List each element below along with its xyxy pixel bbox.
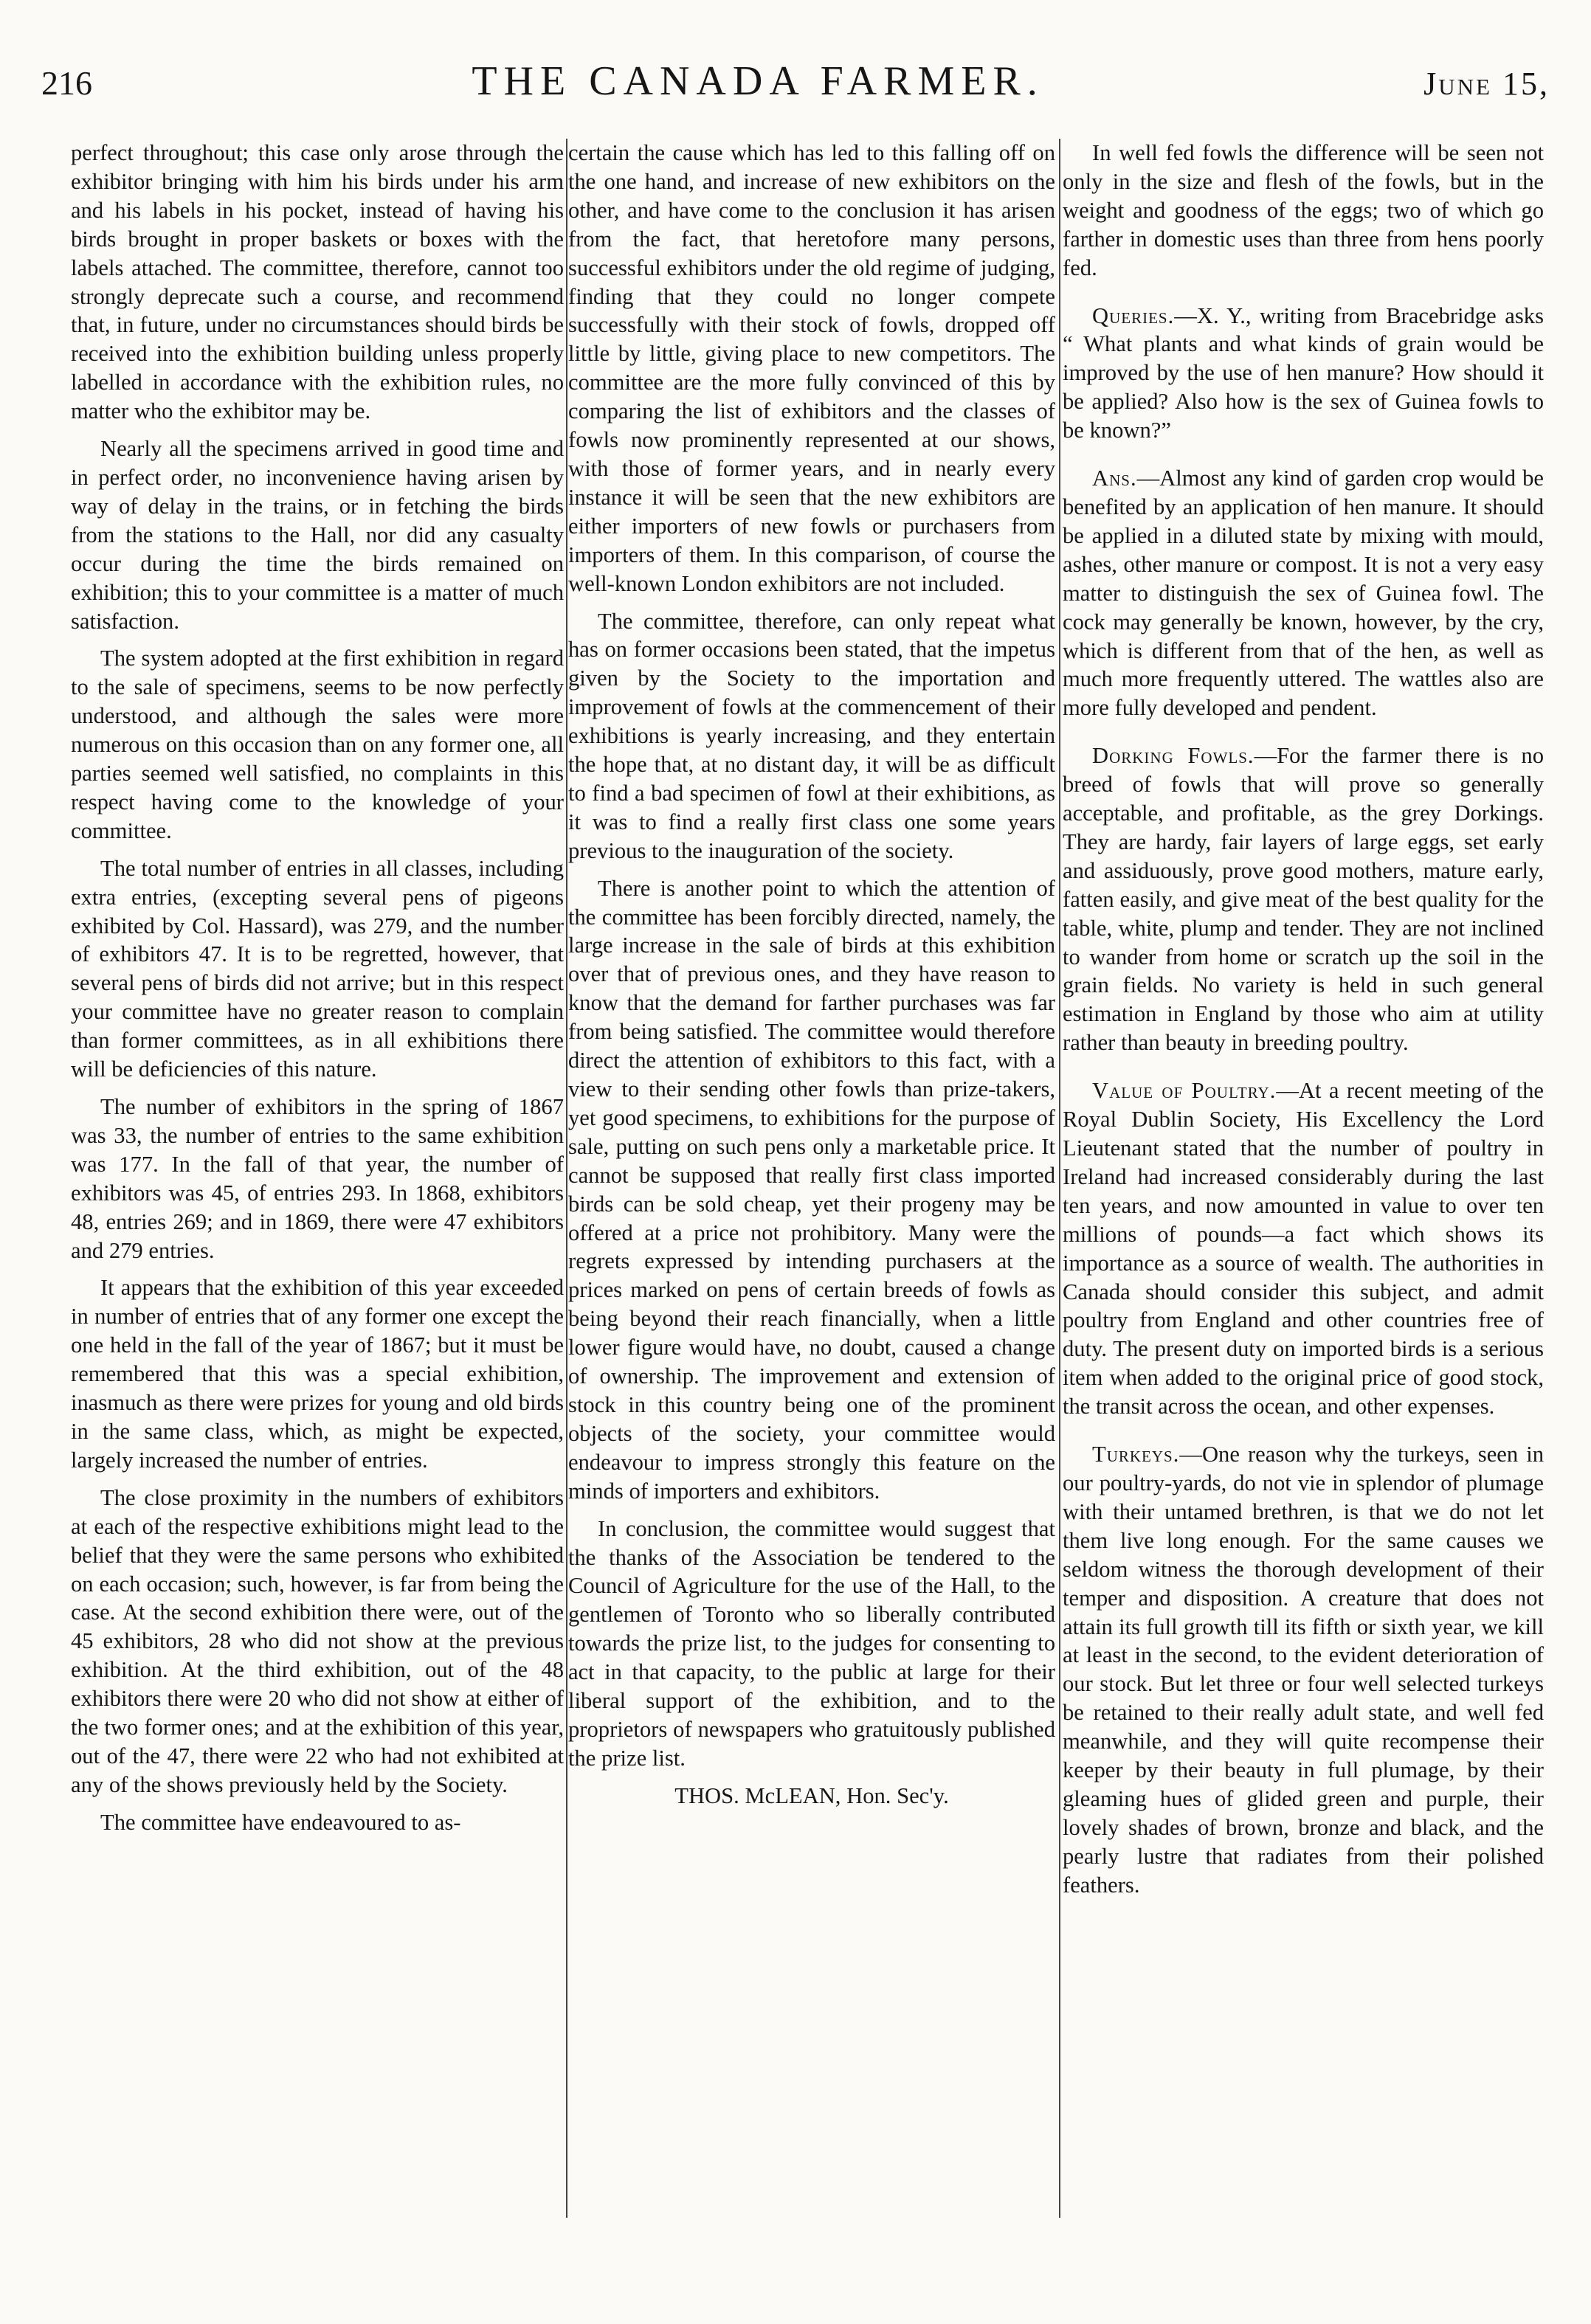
paragraph: The committee have endeavoured to as- bbox=[100, 1809, 461, 1835]
paragraph: The total number of entries in all classes, including extra entries, (excepting several pens of pigeons exhibited by Col. Hassard), was 279, and the number of exhibitors 47. It is to be regretted, however, that several pens of birds did not arrive; but in this respect your committee have no greater reason to complain than former committees, as in all exhibitions there will be deficiencies of this nature. bbox=[71, 855, 564, 1082]
paragraph: perfect throughout; this case only arose through the exhibitor bringing with him his birds under his arm and his labels in his pocket, instead of having his birds brought in proper baskets or boxes with the labels attached. The committee, therefore, cannot too strongly deprecate such a course, and recommend that, in future, under no circumstances should birds be received into the exhibition building unless properly labelled in accordance with the exhibition rules, no matter who the exhibitor may be. bbox=[71, 140, 564, 424]
paragraph-lead: Value of Poultry. bbox=[1092, 1078, 1277, 1104]
paragraph: certain the cause which has led to this falling off on the one hand, and increase of new exhibitors on the other, and have come to the conclusion it has arisen from the fact, that heretofore many persons, successful exhibitors under the old regime of judging, finding that they could no longer compete successfully with their stock of fowls, dropped off little by little, giving place to new competitors. The committee are the more fully convinced of this by comparing the list of exhibitors and the classes of fowls now prominently represented at our shows, with those of former years, and in nearly every instance it will be seen that the new exhibitors are either importers of new fowls or purchasers from importers of them. In this comparison, of course the well-known London exhibitors are not included. bbox=[568, 140, 1055, 596]
signature: THOS. McLEAN, Hon. Sec'y. bbox=[674, 1782, 949, 1808]
column-two bbox=[568, 139, 1055, 2293]
masthead bbox=[41, 58, 1550, 109]
paragraph-lead: Ans. bbox=[1092, 466, 1137, 491]
paragraph-lead: Turkeys. bbox=[1092, 1442, 1180, 1467]
paragraph: In well fed fowls the difference will be seen not only in the size and flesh of the fowls, but in the weight and goodness of the eggs; two of which go farther in domestic uses than three from hens poorly fed. bbox=[1063, 140, 1544, 280]
issue-date: June 15, bbox=[1423, 66, 1550, 102]
paragraph: In conclusion, the committee would suggest that the thanks of the Association be tendered to the Council of Agriculture for the use of the Hall, to the gentlemen of Toronto who so liberally contributed towards the prize list, to the judges for consenting to act in that capacity, to the public at large for their liberal support of the exhibition, and to the proprietors of newspapers who gratuitously published the prize list. bbox=[568, 1515, 1055, 1771]
paragraph: There is another point to which the attention of the committee has been forcibly directed, namely, the large increase in the sale of birds at this exhibition over that of previous ones, and they have reason to know that the demand for farther purchases was far from being satisfied. The committee would therefore direct the attention of exhibitors to this fact, with a view to their sending other fowls than prize-takers, yet good specimens, to exhibitions for the purpose of sale, putting on such pens only a marketable price. It cannot be supposed that really first class imported birds can be sold cheap, yet their progeny may be offered at a price not prohibitory. Many were the regrets expressed by intending purchasers at the prices marked on pens of certain breeds of fowls as being beyond their reach financially, when a little lower figure would have, no doubt, caused a change of ownership. The improvement and extension of stock in this country being one of the prominent objects of the society, your committee would endeavour to impress strongly this feature on the minds of importers and exhibitors. bbox=[568, 875, 1055, 1504]
queries-paragraph: Queries.—X. Y., writing from Bracebridge asks “ What plants and what kinds of grain would be improved by the use of hen manure? How should it be applied? Also how is the sex of Guinea fowls to be known?” bbox=[1063, 302, 1544, 443]
column-one bbox=[71, 139, 564, 2293]
paragraph: The close proximity in the numbers of exhibitors at each of the respective exhibitions might lead to the belief that they were the same persons who exhibited on each occasion; such, however, is far from being the case. At the second exhibition there were, out of the 45 exhibitors, 28 who did not show at the previous exhibition. At the third exhibition, out of the 48 exhibitors there were 20 who did not show at either of the two former ones; and at the exhibition of this year, out of the 47, there were 22 who had not exhibited at any of the shows previously held by the Society. bbox=[71, 1484, 564, 1797]
turkeys-paragraph: Turkeys.—One reason why the turkeys, seen in our poultry-yards, do not vie in splendor of plumage with their untamed brethren, is that we do not let them live long enough. For the same causes we seldom witness the thorough development of their temper and disposition. A creature that does not attain its full growth till its fifth or sixth year, we kill at least in the second, to the evident deterioration of our stock. But let three or four well selected turkeys be retained to their really adult state, and well fed meanwhile, and they will quite recompense their keeper by their beauty in full plumage, by their gleaming hues of glided green and purple, their lovely shades of brown, bronze and black, and the pearly lustre that radiates from their polished feathers. bbox=[1063, 1442, 1544, 1898]
page-number: 216 bbox=[41, 64, 92, 102]
paragraph-lead: Queries. bbox=[1092, 302, 1175, 328]
paragraph: The system adopted at the first exhibition in regard to the sale of specimens, seems to be now perfectly understood, and although the sales were more numerous on this occasion than on any former one, all parties seemed well satisfied, no complaints in this respect having come to the knowledge of your committee. bbox=[71, 646, 564, 843]
paragraph: The committee, therefore, can only repeat what has on former occasions been stated, that the impetus given by the Society to the importation and improvement of fowls at the commencement of their exhibitions is yearly increasing, and they entertain the hope that, at no distant day, it will be as difficult to find a bad specimen of fowl at their exhibitions, as it was to find a really first class one some years previous to the inauguration of the society. bbox=[568, 608, 1055, 863]
answer-paragraph: Ans.—Almost any kind of garden crop would be benefited by an application of hen manure. It should be applied in a diluted state by mixing with mould, ashes, other manure or compost. It is not a very easy matter to distinguish the sex of Guinea fowl. The cock may generally be known, however, by the cry, which is different from that of the hen, as well as much more frequently uttered. The wattles also are more fully developed and pendent. bbox=[1063, 466, 1544, 721]
article-columns bbox=[71, 139, 1544, 2293]
paragraph: It appears that the exhibition of this year exceeded in number of entries that of any former one except the one held in the fall of the year of 1867; but it must be remembered that this was a special exhibition, inasmuch as there were prizes for young and old birds in the same class, which, as might be expected, largely increased the number of entries. bbox=[71, 1275, 564, 1473]
column-divider bbox=[566, 139, 567, 2218]
value-of-poultry-paragraph: Value of Poultry.—At a recent meeting of the Royal Dublin Society, His Excellency the Lord Lieutenant stated that the number of poultry in Ireland had increased considerably during the last ten years, and now amounted in value to over ten millions of pounds—a fact which shows its importance as a source of wealth. The authorities in Canada should consider this subject, and admit poultry from England and other countries free of duty. The present duty on imported birds is a serious item when added to the original price of good stock, the transit across the ocean, and other expenses. bbox=[1063, 1078, 1544, 1419]
paragraph: Nearly all the specimens arrived in good time and in perfect order, no inconvenience having arisen by way of delay in the trains, or in fetching the birds from the stations to the Hall, nor did any casualty occur during the time the birds remained on exhibition; this to your committee is a matter of much satisfaction. bbox=[71, 436, 564, 634]
paragraph-lead: Dorking Fowls. bbox=[1092, 743, 1254, 769]
column-three bbox=[1063, 139, 1544, 2293]
column-divider bbox=[1059, 139, 1060, 2218]
newspaper-title: THE CANADA FARMER. bbox=[472, 58, 1044, 104]
dorking-fowls-paragraph: Dorking Fowls.—For the farmer there is no breed of fowls that will prove so generally acceptable, and profitable, as the grey Dorkings. They are hardy, fair layers of large eggs, set early and assiduously, prove good mothers, mature early, fatten easily, and give meat of the best quality for the table, white, plump and tender. They are not inclined to wander from home or scratch up the soil in the grain fields. No variety is held in such general estimation in England by those who aim at utility rather than beauty in breeding poultry. bbox=[1063, 743, 1544, 1056]
paragraph: The number of exhibitors in the spring of 1867 was 33, the number of entries to the same exhibition was 177. In the fall of that year, the number of exhibitors was 45, of entries 293. In 1868, exhibitors 48, entries 269; and in 1869, there were 47 exhibitors and 279 entries. bbox=[71, 1094, 564, 1263]
